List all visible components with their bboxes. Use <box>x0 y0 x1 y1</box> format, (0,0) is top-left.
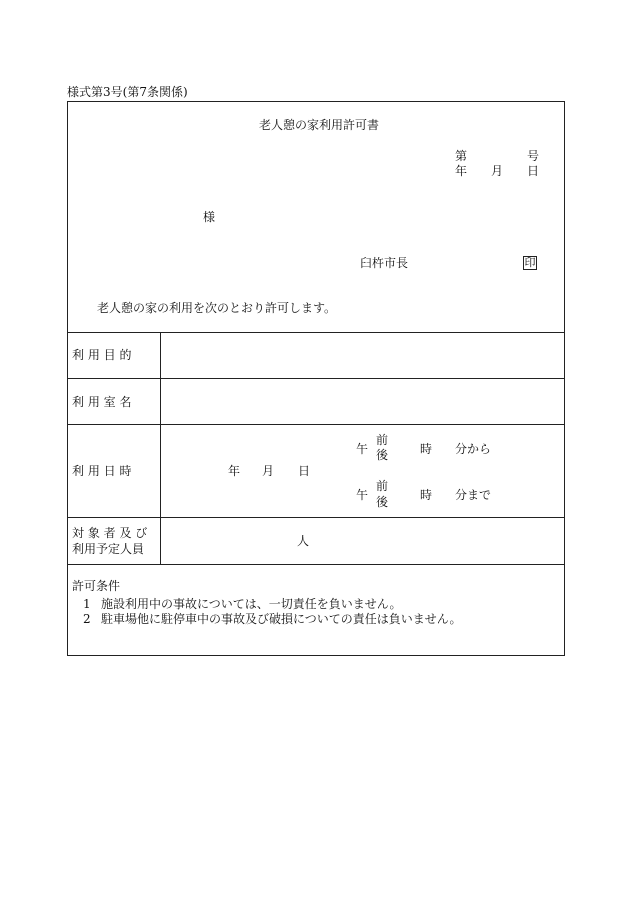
dt-month: 月 <box>262 464 275 478</box>
persons-label-line1: 対 象 者 及 び <box>72 526 148 540</box>
conditions-heading: 許可条件 <box>72 579 121 593</box>
persons-unit: 人 <box>297 534 310 548</box>
end-go: 午 <box>356 488 369 502</box>
end-ji: 時 <box>420 488 433 502</box>
column-divider <box>160 332 161 564</box>
number-dai: 第 <box>455 149 468 163</box>
date-year: 年 <box>455 164 468 178</box>
dt-day: 日 <box>298 464 311 478</box>
start-ji: 時 <box>420 442 433 456</box>
form-title: 老人憩の家利用許可書 <box>259 118 380 132</box>
end-zen: 前 <box>376 479 389 493</box>
condition-num: 1 <box>83 597 91 611</box>
start-from: 分から <box>455 442 492 456</box>
end-ato: 後 <box>376 495 389 509</box>
start-ato: 後 <box>376 448 389 462</box>
divider <box>67 517 565 518</box>
start-zen: 前 <box>376 433 389 447</box>
divider <box>67 378 565 379</box>
addressee-suffix: 様 <box>203 210 216 224</box>
seal-mark: 印 <box>524 256 536 269</box>
form-number-label: 様式第3号(第7条関係) <box>67 85 188 99</box>
issuer-name: 臼杵市長 <box>360 256 409 270</box>
number-go: 号 <box>527 149 540 163</box>
datetime-label: 利 用 日 時 <box>72 464 132 478</box>
divider <box>67 332 565 333</box>
purpose-label: 利 用 目 的 <box>72 348 132 362</box>
condition-text: 施設利用中の事故については、一切責任を負いません。 <box>101 597 402 611</box>
end-until: 分まで <box>455 488 492 502</box>
date-month: 月 <box>491 164 504 178</box>
date-day: 日 <box>527 164 540 178</box>
dt-year: 年 <box>228 464 241 478</box>
persons-label-line2: 利用予定人員 <box>72 542 145 556</box>
room-label: 利 用 室 名 <box>72 395 132 409</box>
divider <box>67 564 565 565</box>
permit-statement: 老人憩の家の利用を次のとおり許可します。 <box>97 301 337 315</box>
condition-text: 駐車場他に駐停車中の事故及び破損についての責任は負いません。 <box>101 612 462 626</box>
start-go: 午 <box>356 442 369 456</box>
condition-num: 2 <box>83 612 91 626</box>
divider <box>67 424 565 425</box>
